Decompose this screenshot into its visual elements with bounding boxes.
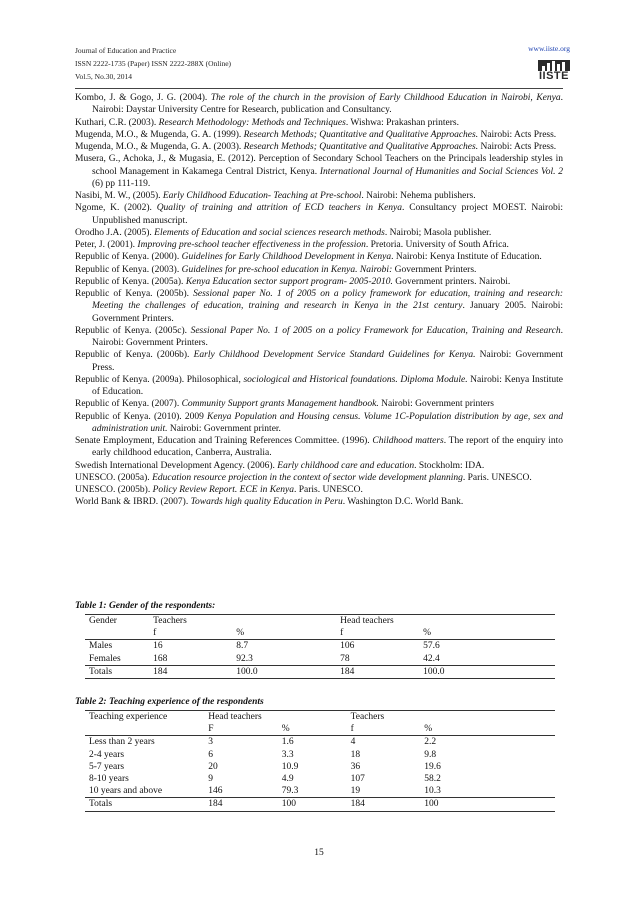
table-cell: Teachers bbox=[347, 711, 421, 724]
table-cell: Totals bbox=[85, 665, 149, 678]
journal-url-link[interactable]: www.iiste.org bbox=[528, 44, 570, 53]
table-cell: 16 bbox=[153, 641, 163, 652]
table-cell: 10 years and above bbox=[89, 786, 163, 797]
table-cell: 100.0 bbox=[232, 665, 336, 678]
table-row bbox=[85, 761, 555, 773]
table-cell: 2.2 bbox=[424, 737, 437, 748]
reference-item bbox=[75, 472, 563, 484]
reference-it: Research Methods; Quantitative and Qualitative Approaches. bbox=[243, 129, 479, 140]
table-cell: 1.6 bbox=[281, 737, 294, 748]
table-cell: Head teachers bbox=[204, 711, 278, 724]
table-cell: 6 bbox=[208, 749, 213, 760]
reference-pre: Senate Employment, Education and Training References Committee. (1996). bbox=[75, 436, 373, 446]
table-cell: 9.8 bbox=[424, 749, 437, 760]
table-cell: % bbox=[419, 627, 555, 640]
table-cell: 100 bbox=[420, 798, 555, 811]
reference-post: . Nairobi: Government Printers. bbox=[92, 325, 563, 348]
reference-post: Government Printers. bbox=[392, 264, 477, 275]
reference-item bbox=[75, 484, 563, 496]
table-cell: 20 bbox=[208, 761, 218, 772]
table-cell bbox=[232, 615, 336, 628]
table-row bbox=[85, 785, 555, 798]
reference-pre: Republic of Kenya. (2006b). bbox=[75, 350, 194, 361]
reference-post: . Paris. UNESCO. bbox=[462, 472, 532, 483]
reference-list bbox=[75, 92, 563, 509]
table-row bbox=[85, 627, 555, 640]
reference-item bbox=[75, 349, 563, 374]
reference-post: . Paris. UNESCO. bbox=[294, 485, 363, 495]
reference-post: Nairobi: Kenya Institute of Education. bbox=[92, 374, 563, 397]
table-cell: 146 bbox=[208, 786, 223, 797]
reference-pre: Republic of Kenya. (2007). bbox=[75, 399, 182, 410]
reference-item bbox=[75, 374, 563, 399]
table-cell: 184 bbox=[336, 665, 419, 678]
journal-volume: Vol.5, No.30, 2014 bbox=[75, 72, 132, 81]
reference-it: Community Support grants Management handbook. bbox=[181, 399, 379, 410]
table-row bbox=[85, 736, 555, 749]
reference-pre: UNESCO. (2005b). bbox=[75, 485, 153, 495]
reference-pre: Republic of Kenya. (2000). bbox=[75, 252, 182, 263]
reference-post: Nairobi: Acts Press. bbox=[478, 142, 557, 152]
reference-item bbox=[75, 202, 563, 227]
reference-item bbox=[75, 227, 563, 239]
logo-text: IISTE bbox=[538, 70, 569, 82]
reference-item bbox=[75, 398, 563, 410]
table-row bbox=[85, 723, 555, 736]
table-row bbox=[85, 798, 555, 811]
reference-post: . Nairobi: Kenya Institute of Education. bbox=[391, 252, 542, 263]
table-cell: Females bbox=[89, 653, 121, 664]
table-cell: 78 bbox=[340, 653, 350, 664]
table-cell: Less than 2 years bbox=[89, 737, 155, 748]
table-cell: % bbox=[278, 723, 347, 736]
reference-it: Research Methods; Quantitative and Qualitative Approaches. bbox=[243, 142, 479, 152]
table-cell bbox=[420, 711, 555, 724]
table-cell bbox=[278, 711, 347, 724]
table-cell: 10.9 bbox=[281, 761, 299, 772]
reference-pre: Republic of Kenya. (2010). 2009 bbox=[75, 411, 208, 422]
table-cell: 184 bbox=[204, 798, 278, 811]
reference-post: Nairobi: Government printer. bbox=[167, 423, 281, 434]
table-row bbox=[85, 773, 555, 785]
reference-pre: UNESCO. (2005a). bbox=[75, 472, 153, 483]
reference-it: International Journal of Humanities and Social Sciences Vol. 2 bbox=[319, 166, 563, 177]
iiste-logo bbox=[538, 60, 570, 82]
reference-post: Nairobi: Acts Press. bbox=[478, 129, 557, 140]
table-cell: 79.3 bbox=[281, 786, 299, 797]
reference-post: . Washington D.C. World Bank. bbox=[342, 497, 464, 508]
reference-item bbox=[75, 276, 563, 288]
table-cell: f bbox=[336, 627, 419, 640]
reference-pre: World Bank & IBRD. (2007). bbox=[75, 497, 191, 508]
table1-caption: Table 1: Gender of the respondents: bbox=[75, 601, 216, 611]
table-cell: Head teachers bbox=[336, 615, 419, 628]
reference-pre: Swedish International Development Agency. (2006). bbox=[75, 460, 278, 471]
reference-pre: Republic of Kenya. (2005a). bbox=[75, 276, 186, 287]
table-cell bbox=[85, 723, 204, 736]
table-cell: Males bbox=[89, 641, 113, 652]
reference-post: . Consultancy project MOEST. Nairobi: Unpublished manuscript. bbox=[92, 203, 563, 226]
table-cell bbox=[419, 615, 555, 628]
table-cell: 4 bbox=[350, 737, 356, 748]
table-cell: 100 bbox=[278, 798, 347, 811]
reference-it: Early childhood care and education bbox=[277, 460, 415, 471]
journal-issn: ISSN 2222-1735 (Paper) ISSN 2222-288X (Online) bbox=[75, 59, 232, 68]
table-row bbox=[85, 640, 555, 653]
table-cell: Teachers bbox=[149, 615, 232, 628]
table-cell: 8.7 bbox=[236, 641, 249, 652]
reference-item bbox=[75, 239, 563, 251]
table2-caption: Table 2: Teaching experience of the respondents bbox=[75, 697, 264, 707]
reference-post: . Wishwa: Prakashan printers. bbox=[345, 117, 459, 128]
reference-item bbox=[75, 264, 563, 276]
reference-pre: Republic of Kenya. (2003). bbox=[75, 264, 182, 275]
table-gender bbox=[85, 614, 555, 679]
reference-item bbox=[75, 460, 563, 472]
reference-it: Policy Review Report. ECE in Kenya bbox=[152, 485, 294, 495]
reference-it: Towards high quality Education in Peru bbox=[190, 497, 343, 508]
reference-pre: Republic of Kenya. (2005c). bbox=[75, 325, 191, 336]
table-row bbox=[85, 711, 555, 724]
reference-it: sociological and Historical foundations. Diploma Module. bbox=[243, 374, 468, 385]
reference-post: . Pretoria. University of South Africa. bbox=[365, 240, 509, 250]
table-cell: 106 bbox=[340, 641, 355, 652]
reference-it: Education resource projection in the context of sector wide development planning bbox=[152, 472, 463, 483]
reference-post: . Nairobi; Masola publisher. bbox=[384, 227, 492, 238]
reference-pre: Mugenda, M.O., & Mugenda, G. A. (1999). bbox=[75, 129, 244, 140]
table-cell: 57.6 bbox=[423, 641, 440, 652]
reference-post: . January 2005. Nairobi: Government Printers. bbox=[92, 301, 563, 324]
table-cell: 5-7 years bbox=[89, 761, 125, 772]
reference-it: Early Childhood Education- Teaching at Pre-school bbox=[162, 191, 362, 201]
table-row bbox=[85, 653, 555, 666]
table-cell: 184 bbox=[347, 798, 421, 811]
journal-header bbox=[75, 44, 231, 83]
table-cell: Teaching experience bbox=[85, 711, 204, 724]
reference-item bbox=[75, 251, 563, 263]
reference-item bbox=[75, 435, 563, 460]
table-cell: Gender bbox=[85, 615, 149, 628]
table-row bbox=[85, 665, 555, 678]
reference-item bbox=[75, 190, 563, 202]
table-cell: Totals bbox=[85, 798, 204, 811]
reference-item bbox=[75, 153, 563, 190]
reference-pre: Musera, G., Achoka, J., & Mugasia, E. (2012). Perception of Secondary School Teachers on the Principals leadership styles in school Management in Kakamega Central District, Kenya. bbox=[75, 154, 563, 177]
table-cell: 107 bbox=[350, 774, 365, 785]
table-cell: 168 bbox=[153, 653, 168, 664]
reference-item bbox=[75, 496, 563, 508]
reference-item bbox=[75, 141, 563, 153]
reference-pre: Peter, J. (2001). bbox=[75, 240, 138, 250]
table-teaching-experience bbox=[85, 710, 555, 812]
table-cell: % bbox=[232, 627, 336, 640]
reference-item bbox=[75, 129, 563, 141]
reference-item bbox=[75, 411, 563, 436]
reference-pre: Kombo, J. & Gogo, J. G. (2004). bbox=[75, 93, 211, 103]
reference-it: Guidelines for Early Childhood Development in Kenya bbox=[181, 252, 392, 263]
table-cell: f bbox=[149, 627, 232, 640]
reference-item bbox=[75, 288, 563, 325]
table-cell: f bbox=[347, 723, 421, 736]
table-cell: 42.4 bbox=[423, 653, 440, 664]
table-cell: 92.3 bbox=[236, 653, 253, 664]
reference-it: Kenya Education sector support program- 2005-2010. bbox=[185, 276, 393, 287]
reference-post: . Nairobi: Daystar University Centre for Research, publication and Consultancy. bbox=[92, 93, 563, 116]
reference-pre: Nasibi, M. W., (2005). bbox=[75, 191, 163, 201]
reference-item bbox=[75, 117, 563, 129]
table-cell: 10.3 bbox=[424, 786, 441, 797]
reference-post: (6) pp 111-119. bbox=[92, 178, 151, 189]
table-cell: 3.3 bbox=[281, 749, 294, 760]
reference-item bbox=[75, 92, 563, 117]
table-row bbox=[85, 749, 555, 761]
reference-pre: Kuthari, C.R. (2003). bbox=[75, 117, 159, 128]
table-cell: 4.9 bbox=[281, 774, 294, 785]
reference-pre: Republic of Kenya. (2009a). Philosophical, bbox=[75, 374, 244, 385]
reference-it: The role of the church in the provision of Early Childhood Education in Nairobi, Kenya bbox=[210, 93, 561, 103]
table-cell: 58.2 bbox=[424, 774, 441, 785]
reference-it: Sessional Paper No. 1 of 2005 on a policy Framework for Education, Training and Research bbox=[190, 325, 561, 336]
reference-pre: Orodho J.A. (2005). bbox=[75, 227, 155, 238]
reference-it: Sessional paper No. 1 of 2005 on a policy framework for education, training and research: Meeting the challenges of education, training and research in Kenya in the 21st century bbox=[92, 289, 563, 312]
reference-post: . The report of the enquiry into early childhood education, Canberra, Australia. bbox=[92, 436, 563, 459]
table-cell: 2-4 years bbox=[89, 749, 125, 760]
reference-pre: Ngome, K. (2002). bbox=[75, 203, 157, 214]
reference-it: Quality of training and attrition of ECD teachers in Kenya bbox=[156, 203, 403, 214]
table-cell: % bbox=[420, 723, 555, 736]
table-cell: F bbox=[204, 723, 278, 736]
reference-it: Research Methodology: Methods and Techniques bbox=[158, 117, 346, 128]
table-cell: 19 bbox=[350, 786, 361, 797]
page-number: 15 bbox=[314, 848, 324, 858]
reference-post: . Stockholm: IDA. bbox=[414, 460, 485, 471]
table-cell: 184 bbox=[149, 665, 232, 678]
reference-post: Government printers. Nairobi. bbox=[392, 276, 511, 287]
reference-item bbox=[75, 325, 563, 350]
journal-title: Journal of Education and Practice bbox=[75, 46, 177, 55]
header-rule bbox=[75, 88, 563, 89]
reference-it: Elements of Education and social sciences research methods bbox=[154, 227, 385, 238]
table-cell: 19.6 bbox=[424, 761, 441, 772]
table-cell bbox=[85, 627, 149, 640]
reference-pre: Mugenda, M.O., & Mugenda, G. A. (2003). bbox=[75, 142, 244, 152]
table-row bbox=[85, 615, 555, 628]
table-cell: 3 bbox=[208, 737, 213, 748]
reference-post: Nairobi: Government printers bbox=[378, 399, 495, 410]
reference-pre: Republic of Kenya. (2005b). bbox=[75, 289, 194, 299]
table-cell: 100.0 bbox=[419, 665, 555, 678]
reference-it: Early Childhood Development Service Standard Guidelines for Kenya. bbox=[193, 350, 476, 361]
reference-it: Childhood matters bbox=[372, 436, 444, 446]
reference-post: Nairobi: Government Press. bbox=[92, 350, 563, 373]
reference-it: Improving pre-school teacher effectiveness in the profession bbox=[137, 240, 366, 250]
reference-post: . Nairobi: Nehema publishers. bbox=[361, 191, 476, 201]
table-cell: 9 bbox=[208, 774, 213, 785]
table-cell: 36 bbox=[350, 761, 361, 772]
table-cell: 8-10 years bbox=[89, 774, 129, 785]
table-cell: 18 bbox=[350, 749, 361, 760]
reference-it: Guidelines for pre-school education in Kenya. Nairobi: bbox=[181, 264, 393, 275]
reference-it: Kenya Population and Housing census. Volume 1C-Population distribution by age, sex and administration unit. bbox=[92, 411, 563, 434]
